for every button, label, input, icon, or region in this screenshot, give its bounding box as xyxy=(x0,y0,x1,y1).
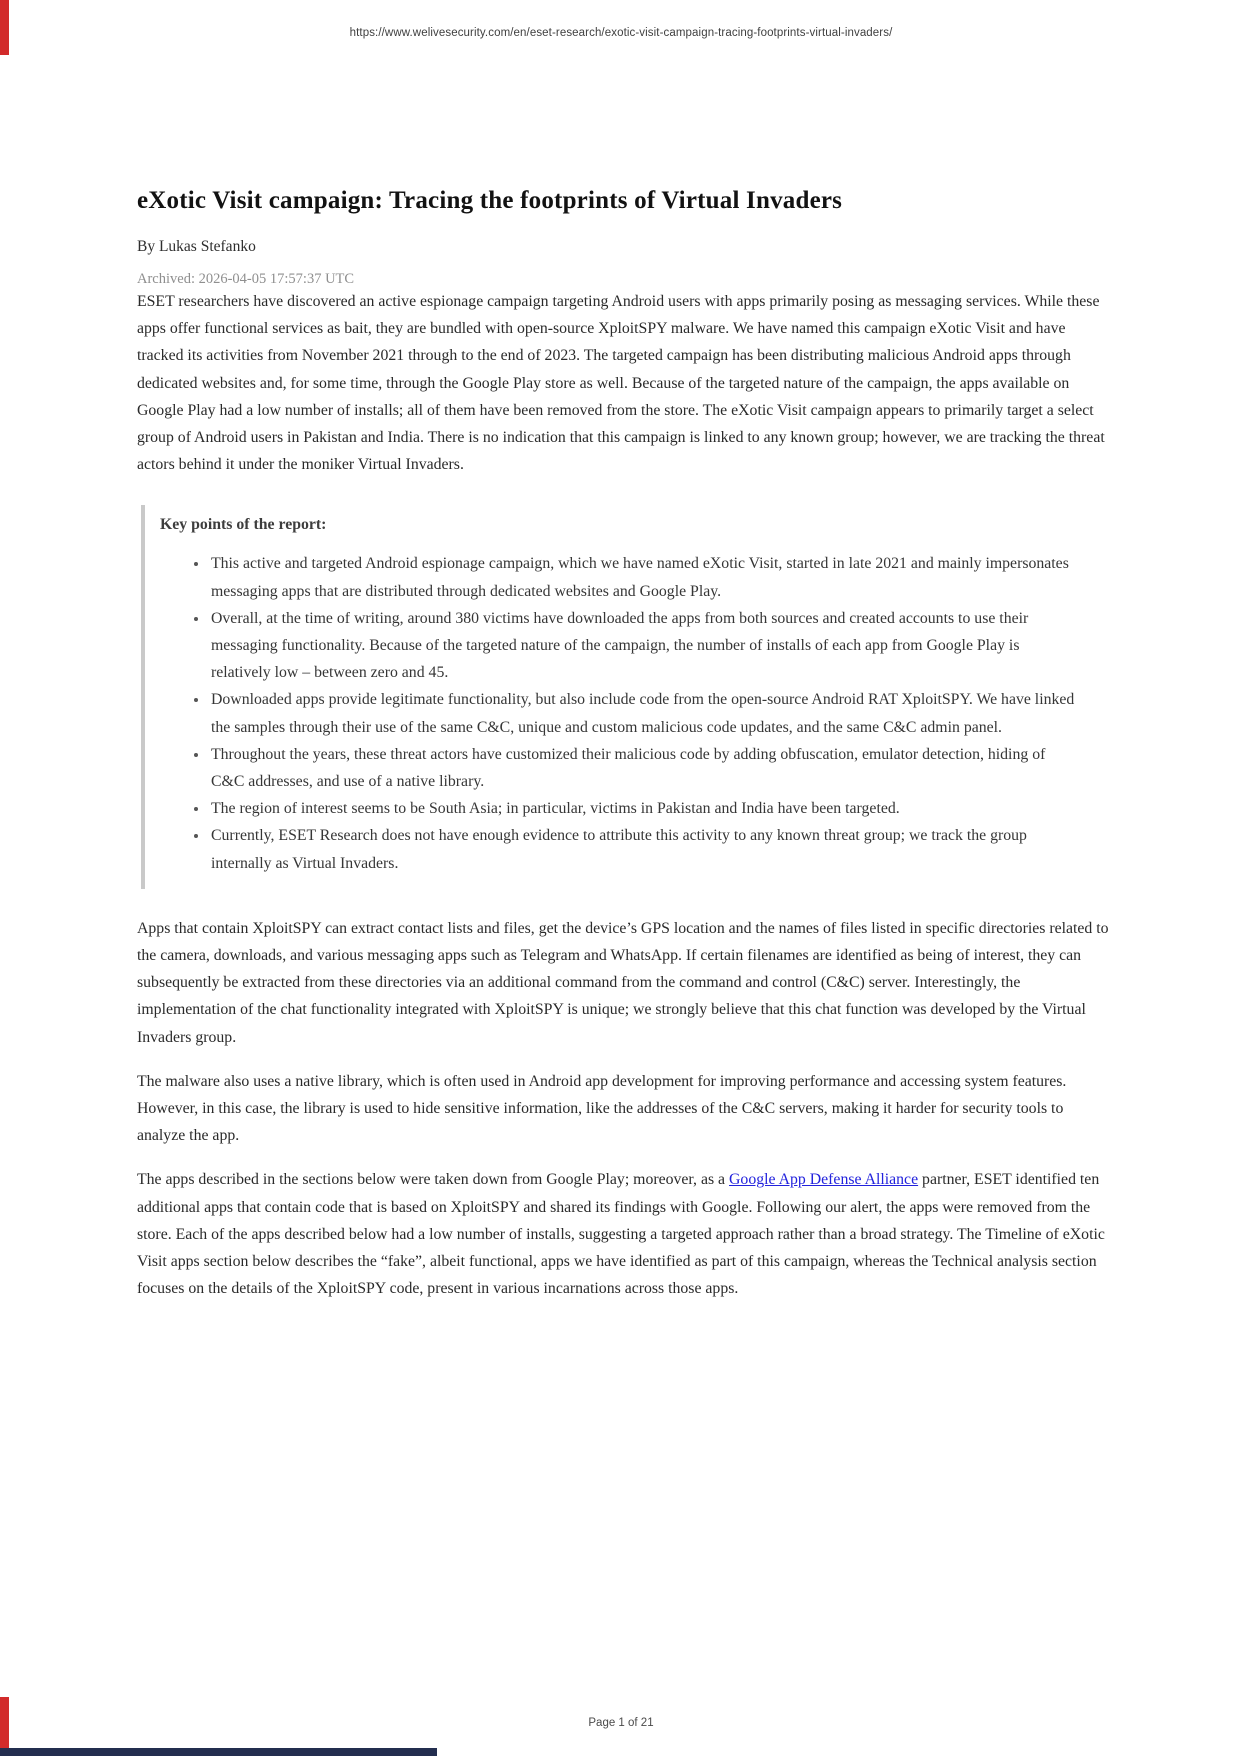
native-library-paragraph: The malware also uses a native library, which is often used in Android app development for improving performance and accessing system features. However, in this case, the library is used to hide sensitive information, like the addresses of the C&C servers, making it harder for security tools to analyze the app. xyxy=(137,1072,1067,1145)
takedown-text-before-link: The apps described in the sections below were taken down from Google Play; moreover, as a xyxy=(137,1171,730,1189)
article-body xyxy=(137,0,1112,1320)
byline: By Lukas Stefanko xyxy=(137,238,256,255)
takedown-paragraph xyxy=(137,1166,1112,1302)
page-number-footer: Page 1 of 21 xyxy=(588,1717,654,1729)
key-point-item: • Overall, at the time of writing, around 380 victims have downloaded the apps from both sources and created accounts to use their messaging functionality. Because of the targeted nature of the campaign, the number of installs of each app from Google Play is relatively low – between zero and 45. xyxy=(209,605,1082,687)
page-title: eXotic Visit campaign: Tracing the footprints of Virtual Invaders xyxy=(137,187,843,214)
xploitspy-capabilities-paragraph: Apps that contain XploitSPY can extract contact lists and files, get the device’s GPS location and the names of files listed in specific directories related to the camera, downloads, and various messaging apps such as Telegram and WhatsApp. If certain filenames are identified as being of interest, they can subsequently be extracted from these directories via an additional command from the command and control (C&C) server. Interestingly, the implementation of the chat functionality integrated with XploitSPY is unique; we strongly believe that this chat function was developed by the Virtual Invaders group. xyxy=(137,919,1109,1046)
key-points-list xyxy=(158,550,1082,876)
key-point-item: • Throughout the years, these threat actors have customized their malicious code by adding obfuscation, emulator detection, hiding of C&C addresses, and use of a native library. xyxy=(209,741,1082,795)
key-point-item: • The region of interest seems to be South Asia; in particular, victims in Pakistan and India have been targeted. xyxy=(209,795,1082,822)
key-points-heading: Key points of the report: xyxy=(160,516,327,534)
top-left-red-strip xyxy=(0,0,9,55)
key-points-callout xyxy=(141,505,1112,888)
key-point-item: • Currently, ESET Research does not have enough evidence to attribute this activity to any known threat group; we track the group internally as Virtual Invaders. xyxy=(209,822,1082,876)
takedown-text-after-link: partner, ESET identified ten additional apps that contain code that is based on XploitSPY and shared its findings with Google. Following our alert, the apps were removed from the store. Each of the apps described below had a low number of installs, suggesting a targeted approach rather than a broad strategy. The Timeline of eXotic Visit apps section below describes the “fake”, albeit functional, apps we have identified as part of this campaign, whereas the Technical analysis section focuses on the details of the XploitSPY code, present in various incarnations across those apps. xyxy=(137,1171,1105,1298)
bottom-navy-bar xyxy=(0,1748,437,1756)
intro-paragraph: ESET researchers have discovered an active espionage campaign targeting Android users with apps primarily posing as messaging services. While these apps offer functional services as bait, they are bundled with open-source XploitSPY malware. We have named this campaign eXotic Visit and have tracked its activities from November 2021 through to the end of 2023. The targeted campaign has been distributing malicious Android apps through dedicated websites and, for some time, through the Google Play store as well. Because of the targeted nature of the campaign, the apps available on Google Play had a low number of installs; all of them have been removed from the store. The eXotic Visit campaign appears to primarily target a select group of Android users in Pakistan and India. There is no indication that this campaign is linked to any known group; however, we are tracking the threat actors behind it under the moniker Virtual Invaders. xyxy=(137,293,1105,474)
archived-timestamp: Archived: 2026-04-05 17:57:37 UTC xyxy=(137,271,355,287)
key-point-item: • Downloaded apps provide legitimate functionality, but also include code from the open-source Android RAT XploitSPY. We have linked the samples through their use of the same C&C, unique and custom malicious code updates, and the same C&C admin panel. xyxy=(209,686,1082,740)
google-app-defense-alliance-link[interactable]: Google App Defense Alliance xyxy=(729,1171,919,1189)
key-point-item: • This active and targeted Android espionage campaign, which we have named eXotic Visit, started in late 2021 and mainly impersonates messaging apps that are distributed through dedicated websites and Google Play. xyxy=(209,550,1082,604)
archive-url-header: https://www.welivesecurity.com/en/eset-research/exotic-visit-campaign-tracing-footprints-virtual-invaders/ xyxy=(349,27,893,39)
